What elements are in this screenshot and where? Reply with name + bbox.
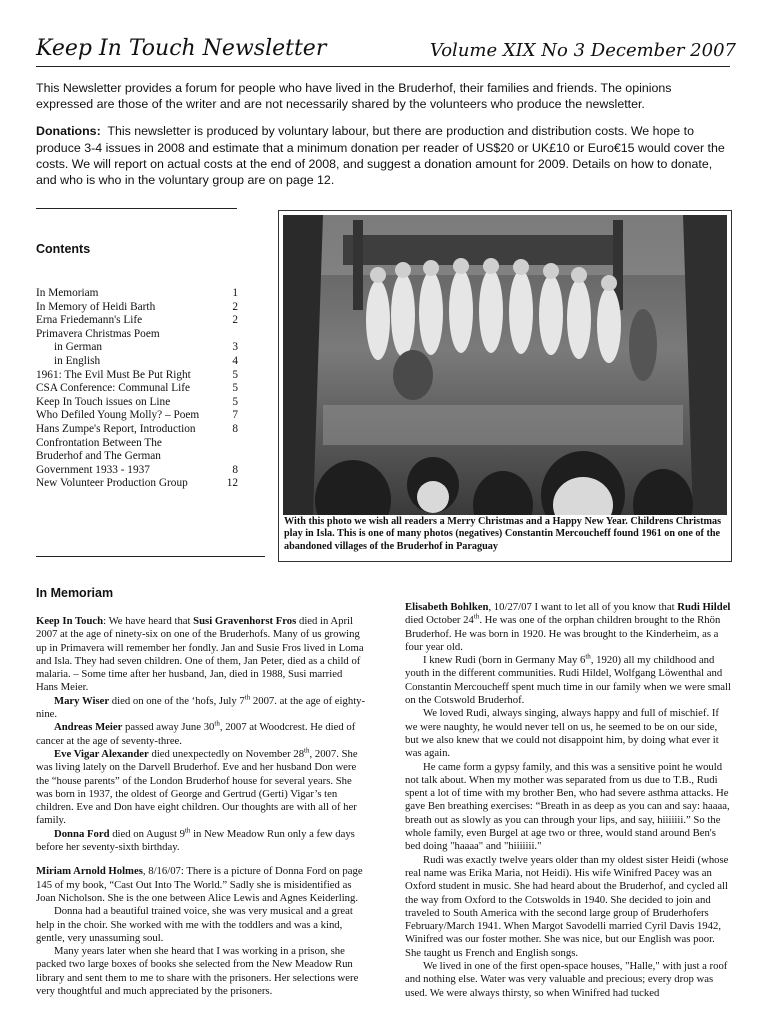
contents-item: [36, 477, 238, 491]
contents-item-title: in German: [54, 341, 102, 354]
contents-item-page: 5: [232, 395, 238, 408]
contents-item-title: In Memory of Heidi Barth: [36, 300, 156, 313]
ordinal-sup: th: [244, 693, 251, 702]
contents-item-title: in English: [54, 354, 101, 367]
contents-item-page: 1: [232, 287, 238, 299]
donations-text: This newsletter is produced by voluntary labour, but there are production and distribution costs. We hope to produce 3-4 issues in 2008 and estimate that a minimum donation per reader of US$20 or UK£10 or Euro€15 would cover the costs. We will report on actual costs at the end of 2008, and suggest a donation amount for 2009. Details on how to donate, and who is who in the voluntary group are on page 12.: [36, 124, 725, 188]
text-run: died unexpectedly on November 28: [148, 747, 305, 760]
newsletter-title: Keep In Touch Newsletter: [36, 36, 327, 61]
donations-paragraph: [36, 123, 730, 188]
contents-list: [36, 287, 238, 491]
person-name: Eve Vigar Alexander: [54, 747, 149, 760]
memoriam-paragraph: [36, 828, 366, 855]
contents-item-title: 1961: The Evil Must Be Put Right: [36, 368, 191, 381]
ordinal-sup: th: [585, 652, 591, 661]
text-run: 2007. at the age of eighty-nine.: [36, 694, 366, 721]
contents-item-title: Bruderhof and The German: [36, 450, 161, 463]
contents-item: [36, 301, 238, 315]
contents-item: [36, 287, 238, 301]
contents-item: [36, 355, 238, 369]
text-run: : We have heard that: [103, 615, 194, 627]
text-run: died on one of the ‘hofs, July 7: [109, 694, 245, 707]
christmas-photo: [278, 210, 732, 562]
memoriam-paragraph: [36, 695, 366, 722]
text-run: I knew Rudi (born in Germany May 6: [423, 654, 586, 667]
memoriam-paragraph: Rudi was exactly twelve years older than my oldest sister Heidi (whose real name was Erika Maria, not Heidi). His wife Winifred Pacey was an Oxford student in music. She had heard about the Bruderhof, and cycled all the way from Oxford to the Cotswolds in 1940. She decided to join and traveled to South America with the second large group of Bruderhofers February/March 1941. When Margot Savodelli married Cyril Davis 1942, Winifred was our foster mother. She was nice, but our English was poor. She taught us French and English songs.: [405, 853, 729, 959]
ordinal-sup: th: [473, 612, 480, 621]
contents-item-page: 5: [232, 382, 238, 395]
memoriam-paragraph: [36, 721, 366, 748]
text-run: died on August 9: [109, 827, 185, 840]
intro-divider: [36, 208, 237, 209]
text-run: , 2007. She was living lately on the Darvell Bruderhof. Eve and her husband Don were the “house parents” of the London Bruderhof house for several years. She was born in 1937, the oldest of George and Gertrud (Gerti) Vigar’s ten children. Eve and Don have eight children. Our thoughts are with all of her family.: [36, 747, 358, 827]
contents-item-title: Primavera Christmas Poem: [36, 327, 160, 340]
memoriam-paragraph: We lived in one of the first open-space houses, "Halle," with just a roof and nothing else. Water was very valuable and precious; every drop was used. We were always thirsty, so when Winifred had tucked: [405, 960, 728, 999]
contents-item: [36, 464, 238, 478]
text-run: , 2007 at Woodcrest. He died of cancer at the age of seventy-three.: [36, 721, 356, 747]
contents-item: [36, 437, 238, 451]
text-run: died October 24: [405, 614, 474, 627]
volume-info: Volume XIX No 3 December 2007: [429, 40, 736, 61]
ordinal-sup: th: [304, 746, 310, 755]
memoriam-column-2: [405, 601, 731, 1000]
contents-item-page: 2: [232, 314, 238, 327]
photo-caption: With this photo we wish all readers a Merry Christmas and a Happy New Year. Childrens Christmas play in Isla. This is one of many photos (negatives) Constantin Mercoucheff found 1961 on one of the abandoned villages of the Bruderhof in Paraguay: [284, 516, 722, 552]
memoriam-paragraph: [36, 615, 366, 695]
contents-item-title: Hans Zumpe's Report, Introduction: [36, 422, 196, 435]
contents-item: [36, 314, 238, 328]
intro-paragraph: This Newsletter provides a forum for people who have lived in the Bruderhof, their families and friends. The opinions expressed are those of the writer and are not necessarily shared by the volunteers who produce the newsletter.: [36, 81, 672, 112]
in-memoriam-heading: In Memoriam: [36, 586, 114, 600]
intro: [36, 80, 730, 199]
contents-item: [36, 328, 238, 342]
memoriam-column-1: [36, 615, 366, 998]
contents-item-title: Who Defiled Young Molly? – Poem: [36, 409, 200, 422]
text-run: , 8/16/07: There is a picture of Donna Ford on page 145 of my book, “Cast Out Into The World.” Sadly she is misidentified as Joan Nicholson. She is the one between Alice Lewis and Agnes Keiderling.: [36, 865, 363, 904]
contents-item-page: 5: [232, 368, 238, 381]
photo-image: [283, 215, 727, 515]
donations-label: Donations:: [36, 124, 101, 139]
contents-item-title: Erna Friedemann's Life: [36, 314, 143, 327]
masthead: [36, 36, 736, 66]
person-name: Susi Gravenhorst Fros: [193, 615, 297, 627]
contents-heading: Contents: [36, 242, 91, 256]
text-run: , 10/27/07 I want to let all of you know that: [488, 601, 678, 613]
contents-item-page: 2: [232, 300, 238, 313]
contents-item-title: Confrontation Between The: [36, 436, 162, 449]
contents-item: [36, 450, 238, 464]
contents-item-title: Keep In Touch issues on Line: [36, 395, 171, 408]
contents-item-page: 7: [232, 409, 238, 422]
person-name: Andreas Meier: [54, 721, 123, 734]
contents-item: [36, 423, 238, 437]
contents-item: [36, 341, 238, 355]
memoriam-paragraph: He came form a gypsy family, and this was a sensitive point he would not talk about. When my mother was separated from us due to T.B., Rudi spent a lot of time with my brother Ben, who had severe asthma attacks. He gave Ben breathing exercises: “Breath in as deep as you can and say: haaaa, breath out as slowly as you can through your lips, and say, hiiiiiii.” So the whole family, even Burgel at age two or three, would stand around Ben's bed doing "haaaa" and "hiiiiiii.": [405, 760, 730, 853]
memoriam-paragraph: [36, 748, 366, 828]
memoriam-paragraph: Donna had a beautiful trained voice, she was very musical and a great help in the choir. She worked with me with the toddlers and was a kind, gentle, very unassuming soul.: [36, 905, 353, 944]
contents-item-page: 8: [232, 463, 238, 476]
contents-item-page: 8: [232, 422, 238, 435]
person-name: Miriam Arnold Holmes: [36, 865, 143, 878]
contents-item: [36, 409, 238, 423]
person-name: Elisabeth Bohlken: [405, 601, 489, 613]
memoriam-paragraph: [36, 865, 366, 905]
contents-divider: [36, 556, 265, 557]
lead-label: Keep In Touch: [36, 615, 104, 627]
masthead-rule: [36, 66, 730, 67]
person-name: Mary Wiser: [54, 694, 110, 707]
contents-item: [36, 396, 238, 410]
contents-item: [36, 369, 238, 383]
contents-item-title: Government 1933 - 1937: [36, 463, 150, 476]
contents-item-title: CSA Conference: Communal Life: [36, 382, 191, 395]
ordinal-sup: th: [184, 826, 191, 835]
ordinal-sup: th: [214, 719, 220, 728]
text-run: , 1920) all my childhood and youth in the different communities. Rudi Hildel, Wolfgang Löwenthal and Constantin Mercoucheff spent much time in our family when we were small on the Cotswold Bruderhof.: [405, 654, 731, 707]
contents-item-page: 3: [232, 341, 238, 354]
memoriam-paragraph: [405, 601, 731, 654]
person-name: Rudi Hildel: [677, 601, 731, 613]
person-name: Donna Ford: [54, 827, 110, 840]
contents-item-title: In Memoriam: [36, 287, 99, 299]
text-run: in New Meadow Run only a few days before her seventy-sixth birthday.: [36, 827, 355, 854]
contents-item-title: New Volunteer Production Group: [36, 477, 188, 490]
contents-item: [36, 382, 238, 396]
text-run: passed away June 30: [122, 721, 215, 734]
text-run: . He was one of the orphan children brought to the Rhön Bruderhof. He was born in 1920. He was brought to the Kinderheim, as a four year old.: [405, 614, 721, 653]
memoriam-paragraph: [405, 654, 731, 707]
contents-item-page: 12: [226, 477, 238, 490]
contents-item-page: 4: [232, 354, 238, 367]
text-run: died in April 2007 at the age of ninety-six on one of the Bruderhofs. Many of us growing up in Primavera will remember her fondly. Jan and Susie Fros lived in Loma and Isla. They had seven children. One of them, Jan Peter, died as a child of malaria. – Some time after her husband, Jan, died in 1988, Susi married Hans Meier.: [36, 615, 364, 694]
memoriam-paragraph: We loved Rudi, always singing, always happy and full of mischief. If we were naughty, he would never tell on us, he seemed to be on our side, but we also knew that we could not disappoint him, by doing what ever it was again.: [405, 707, 719, 760]
memoriam-paragraph: Many years later when she heard that I was working in a prison, she packed two large boxes of books she selected from the New Meadow Run library and sent them to me to share with the prisoners. Her selections were very thoughtful and much appreciated by the prisoners.: [36, 945, 359, 998]
